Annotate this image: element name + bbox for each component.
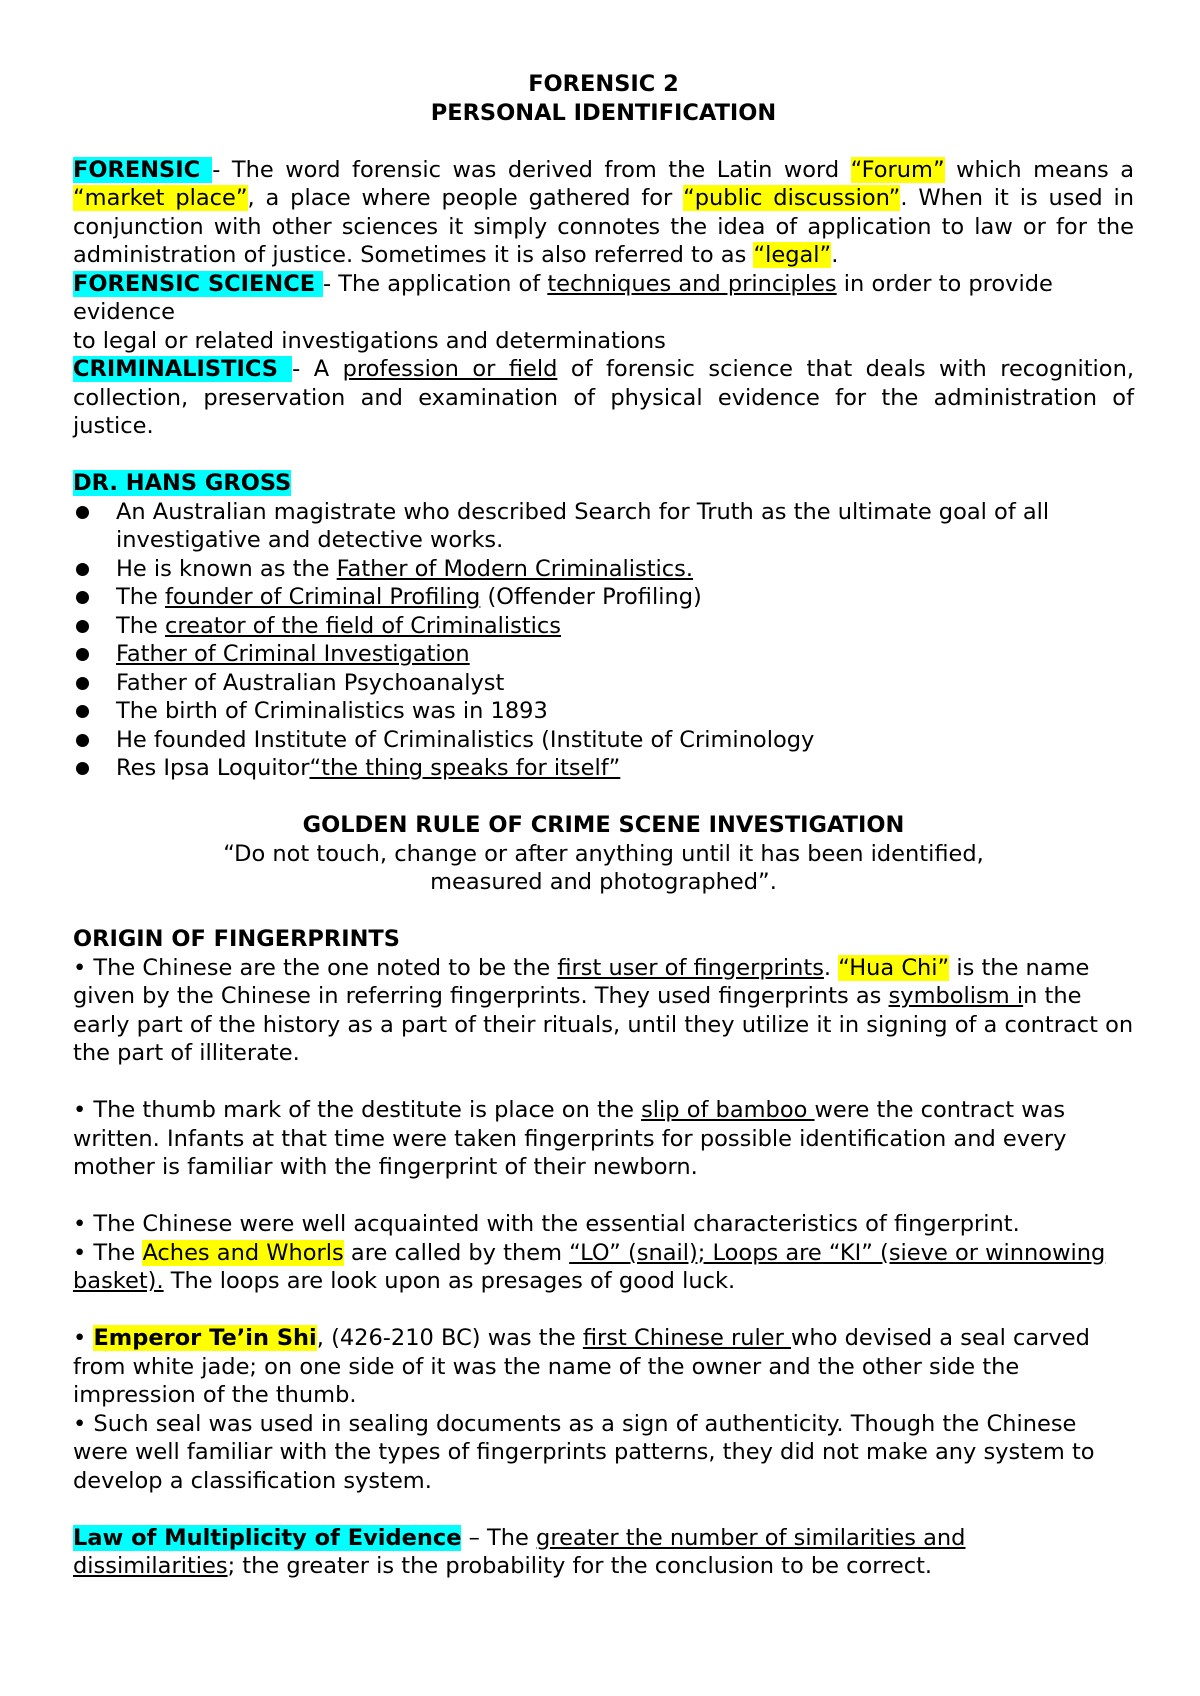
- document-subtitle: PERSONAL IDENTIFICATION: [430, 99, 777, 126]
- list-item: Father of Australian Psychoanalyst: [73, 669, 1134, 698]
- forensic-definition: FORENSIC - The word forensic was derived from the Latin word “Forum” which means a “market place”, a place where people gathered for “public discussion”. When it is used in conjunction with other sciences it simply connotes the idea of application to law or for the administration of justice. Sometimes it is also referred to as “legal”.: [73, 156, 1134, 268]
- list-item: The birth of Criminalistics was in 1893: [73, 697, 1134, 726]
- origin-paragraph: • The Chinese were well acquainted with the essential characteristics of fingerprint.: [73, 1211, 1020, 1237]
- hans-gross-heading: DR. HANS GROSS: [73, 470, 292, 496]
- origin-heading: ORIGIN OF FINGERPRINTS: [73, 926, 400, 952]
- list-item: Res Ipsa Loquitor“the thing speaks for itself”: [73, 754, 1134, 783]
- emperor-highlight: Emperor Te’in Shi: [93, 1325, 317, 1351]
- golden-rule-heading: GOLDEN RULE OF CRIME SCENE INVESTIGATION: [302, 812, 905, 838]
- origin-paragraph: • Emperor Te’in Shi, (426-210 BC) was the first Chinese ruler who devised a seal carved from white jade; on one side of it was the name of the owner and the other side the impression of the thumb.: [73, 1325, 1090, 1408]
- law-term: Law of Multiplicity of Evidence: [73, 1524, 462, 1551]
- market-place-highlight: “market place”: [73, 185, 248, 211]
- list-item: An Australian magistrate who described Search for Truth as the ultimate goal of all investigative and detective works.: [73, 498, 1134, 555]
- list-item: He founded Institute of Criminalistics (Institute of Criminology: [73, 726, 1134, 755]
- hua-chi-highlight: “Hua Chi”: [838, 954, 950, 981]
- legal-highlight: “legal”: [753, 242, 832, 268]
- law-of-multiplicity: Law of Multiplicity of Evidence – The greater the number of similarities and dissimilarities; the greater is the probability for the conclusion to be correct.: [73, 1524, 966, 1579]
- criminalistics-definition: CRIMINALISTICS - A profession or field of forensic science that deals with recognition, collection, preservation and examination of physical evidence for the administration of justice.: [73, 356, 1134, 439]
- list-item: Father of Criminal Investigation: [73, 640, 1134, 669]
- public-discussion-highlight: “public discussion”: [683, 185, 901, 211]
- golden-rule-quote-line2: measured and photographed”.: [430, 869, 777, 895]
- list-item: The creator of the field of Criminalistics: [73, 612, 1134, 641]
- forum-highlight: “Forum”: [850, 156, 945, 183]
- document-title: FORENSIC 2: [528, 71, 679, 97]
- list-item: He is known as the Father of Modern Criminalistics.: [73, 555, 1134, 584]
- origin-paragraph: • The thumb mark of the destitute is place on the slip of bamboo were the contract was written. Infants at that time were taken fingerprints for possible identification and every mother is familiar with the fingerprint of their newborn.: [73, 1097, 1067, 1180]
- forensic-science-definition: FORENSIC SCIENCE - The application of techniques and principles in order to provide evidence: [73, 270, 1053, 325]
- forensic-science-definition-line2: to legal or related investigations and determinations: [73, 327, 666, 354]
- golden-rule-quote-line1: “Do not touch, change or after anything until it has been identified,: [223, 840, 984, 867]
- origin-paragraph: • Such seal was used in sealing documents as a sign of authenticity. Though the Chinese were well familiar with the types of fingerprints patterns, they did not make any system to develop a classification system.: [73, 1410, 1095, 1494]
- arches-whorls-highlight: Aches and Whorls: [142, 1239, 344, 1266]
- hans-gross-list: [73, 498, 1134, 783]
- origin-paragraph: • The Chinese are the one noted to be the first user of fingerprints. “Hua Chi” is the name given by the Chinese in referring fingerprints. They used fingerprints as symbolism in the early part of the history as a part of their rituals, until they utilize it in signing of a contract on the part of illiterate.: [73, 954, 1134, 1066]
- forensic-term: FORENSIC: [73, 156, 213, 183]
- criminalistics-term: CRIMINALISTICS: [73, 356, 293, 382]
- list-item: The founder of Criminal Profiling (Offender Profiling): [73, 583, 1134, 612]
- forensic-science-term: FORENSIC SCIENCE: [73, 270, 323, 297]
- origin-paragraph: • The Aches and Whorls are called by them “LO” (snail); Loops are “KI” (sieve or winnowing basket). The loops are look upon as presages of good luck.: [73, 1239, 1106, 1294]
